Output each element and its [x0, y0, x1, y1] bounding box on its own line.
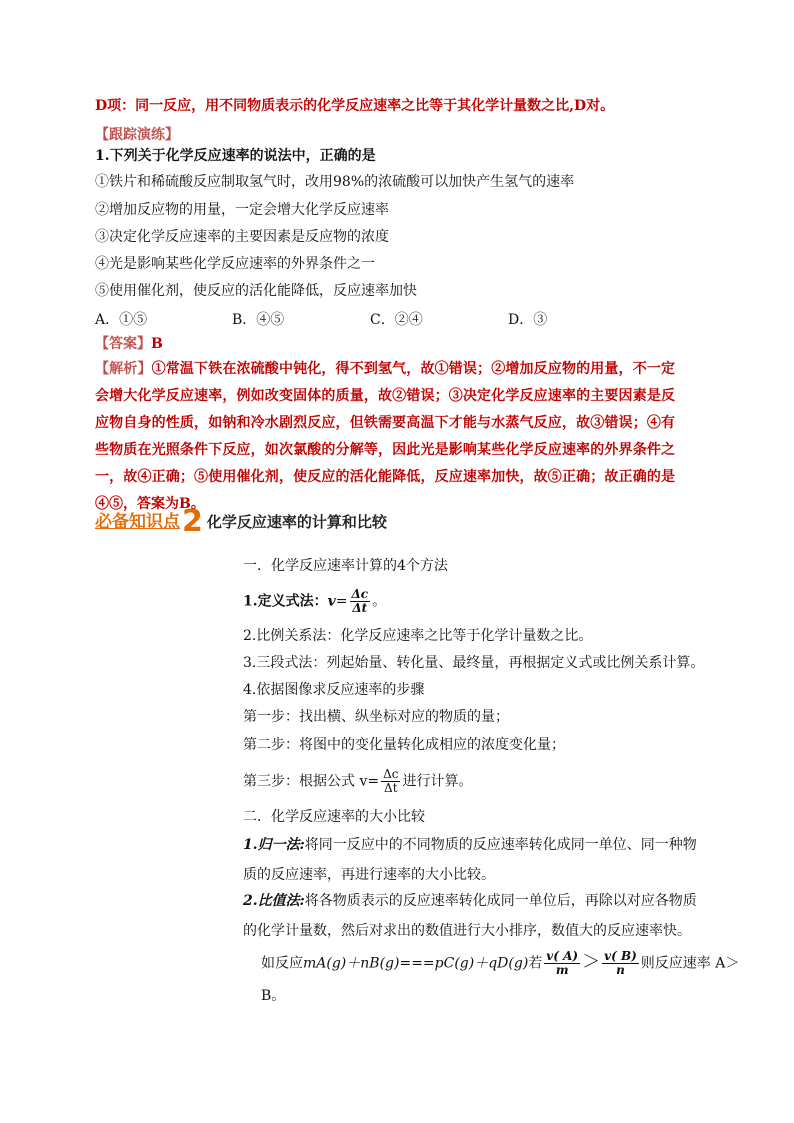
method-3: 3.三段式法：列起始量、转化量、最终量，再根据定义式或比例关系计算。 — [243, 655, 705, 671]
statement-2: ②增加反应物的用量，一定会增大化学反应速率 — [95, 202, 389, 218]
answer-line — [95, 334, 163, 354]
fraction-denominator: n — [616, 963, 625, 977]
analysis-text: ①常温下铁在浓硫酸中钝化，得不到氢气，故①错误；②增加反应物的用量，不一定会增大化学反应速率，例如改变固体的质量，故②错误；③决定化学反应速率的主要因素是反应物自身的性质，如钠和冷水剧烈反应，但铁需要高温下才能与水蒸气反应，故③错误；④有些物质在光照条件下反应，如次氯酸的分解等，因此光是影响某些化学反应速率的外界条件之一，故④正确；⑤使用催化剂，使反应的活化能降低，反应速率加快，故⑤正确；故正确的是④⑤，答案为B。 — [95, 361, 676, 512]
example-pre: 如反应 — [261, 955, 303, 972]
example-post: 则反应速率 A＞ — [640, 955, 740, 972]
step-2: 第二步：将图中的变化量转化成相应的浓度变化量； — [243, 737, 565, 753]
fraction-denominator: Δt — [352, 601, 368, 615]
method-4: 4.依据图像求反应速率的步骤 — [243, 682, 425, 698]
ratio-a-fraction — [544, 950, 580, 977]
option-d: D．③ — [508, 312, 548, 328]
ratio-example — [261, 950, 739, 977]
fraction-denominator: Δt — [384, 781, 398, 795]
step-3 — [243, 768, 472, 795]
statement-1: ①铁片和稀硫酸反应制取氢气时，改用98%的浓硫酸可以加快产生氢气的速率 — [95, 174, 575, 190]
compare-method-1 — [243, 830, 703, 890]
ratio-b-fraction — [602, 950, 639, 977]
example-if: 若 — [528, 955, 543, 972]
method-1 — [243, 588, 386, 615]
answer-tag: 【答案】 — [95, 336, 151, 352]
statement-5: ⑤使用催化剂，使反应的活化能降低，反应速率加快 — [95, 283, 417, 299]
option-b: B．④⑤ — [232, 312, 285, 328]
fraction-numerator: Δc — [383, 767, 399, 781]
compare-method-2-text: 将各物质表示的反应速率转化成同一单位后，再除以对应各物质的化学计量数，然后对求出的数值进行大小排序，数值大的反应速率快。 — [243, 893, 697, 939]
method-1-end: 。 — [372, 593, 387, 610]
compare-method-2 — [243, 886, 703, 946]
part2-title: 二．化学反应速率的大小比较 — [243, 809, 425, 825]
fraction-numerator: v( B) — [604, 949, 637, 963]
method-1-v: v — [327, 593, 336, 610]
example-end: B。 — [261, 988, 286, 1004]
answer-value: B — [151, 336, 163, 352]
section-heading — [95, 504, 387, 539]
method-2: 2.比例关系法：化学反应速率之比等于化学计量数之比。 — [243, 628, 593, 644]
step-3-pre: 第三步：根据公式 v= — [243, 773, 380, 790]
section-title: 化学反应速率的计算和比较 — [206, 513, 387, 531]
step-3-fraction — [381, 768, 400, 795]
analysis-tag: 【解析】 — [95, 361, 152, 377]
example-equation: mA(g)＋nB(g)===pC(g)＋qD(g) — [303, 955, 529, 972]
step-1: 第一步：找出横、纵坐标对应的物质的量； — [243, 709, 509, 725]
fraction-numerator: Δc — [351, 587, 369, 601]
method-1-eq: = — [335, 593, 348, 610]
fraction-denominator: m — [555, 963, 569, 977]
method-1-fraction — [350, 588, 371, 615]
option-c: C．②④ — [370, 312, 423, 328]
step-3-post: 进行计算。 — [402, 773, 473, 790]
statement-3: ③决定化学反应速率的主要因素是反应物的浓度 — [95, 229, 389, 245]
section-number: 2 — [182, 504, 203, 539]
method-1-label: 1.定义式法： — [243, 593, 328, 610]
top-conclusion: D项：同一反应，用不同物质表示的化学反应速率之比等于其化学计量数之比,D对。 — [95, 98, 615, 114]
practice-tag: 【跟踪演练】 — [95, 127, 179, 143]
question-stem: 1.下列关于化学反应速率的说法中，正确的是 — [95, 148, 376, 164]
part1-title: 一．化学反应速率计算的4个方法 — [243, 558, 448, 574]
analysis-paragraph — [95, 356, 675, 518]
compare-method-1-text: 将同一反应中的不同物质的反应速率转化成同一单位、同一种物质的反应速率，再进行速率的大小比较。 — [243, 837, 697, 883]
statement-4: ④光是影响某些化学反应速率的外界条件之一 — [95, 256, 375, 272]
section-prefix: 必备知识点 — [95, 512, 180, 532]
compare-method-1-label: 1.归一法: — [243, 837, 305, 853]
greater-than: ＞ — [582, 951, 601, 973]
fraction-numerator: v( A) — [546, 949, 579, 963]
option-a: A．①⑤ — [95, 312, 148, 328]
compare-method-2-label: 2.比值法: — [243, 893, 305, 909]
